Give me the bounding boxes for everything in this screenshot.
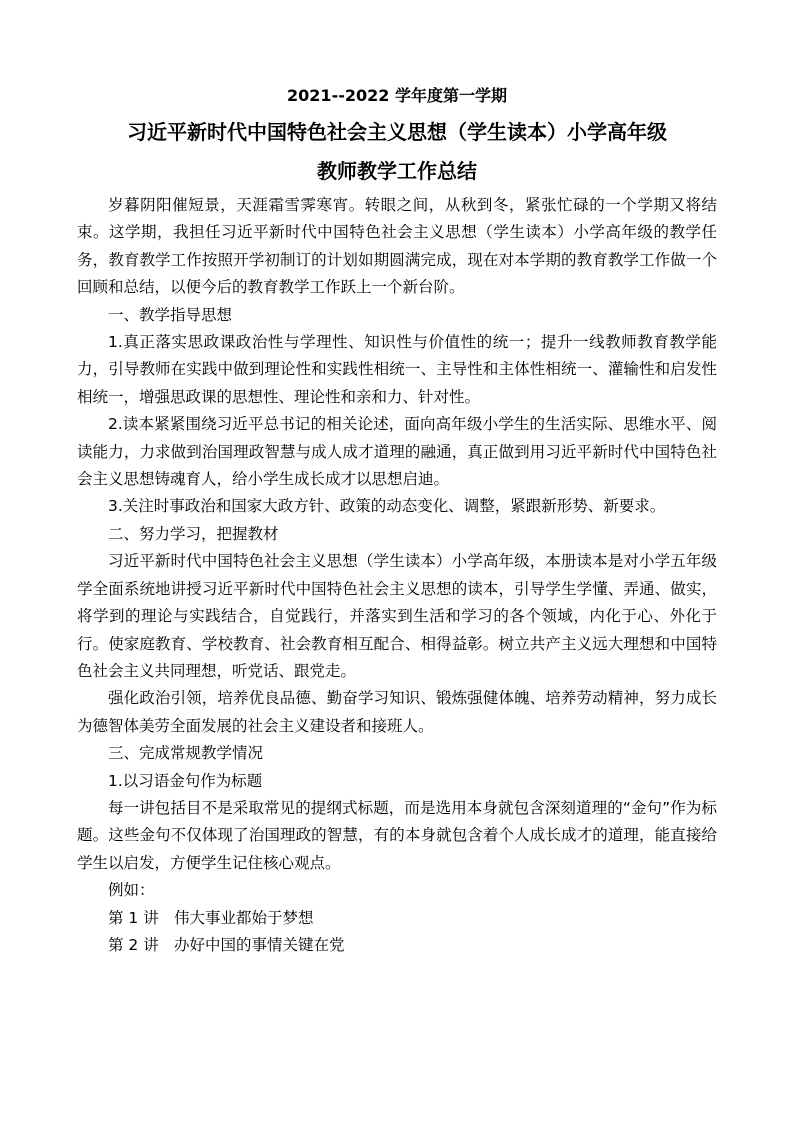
- semester-line: 2021--2022 学年度第一学期: [287, 86, 507, 105]
- document-title-line2: 教师教学工作总结: [317, 159, 477, 183]
- section2-heading: 二、努力学习，把握教材: [108, 524, 279, 543]
- section3-heading: 三、完成常规教学情况: [108, 744, 264, 763]
- lecture-title: 伟大事业都始于梦想: [174, 908, 314, 927]
- document-body: [77, 78, 717, 959]
- section2-paragraph-2: 强化政治引领，培养优良品德、勤奋学习知识、锻炼强健体魄、培养劳动精神，努力成长为德智体美劳全面发展的社会主义建设者和接班人。: [77, 689, 717, 735]
- section3-paragraph: 每一讲包括目不是采取常见的提纲式标题，而是选用本身就包含深刻道理的“金句”作为标题。这些金句不仅体现了治国理政的智慧，有的本身就包含着个人成长成才的道理，能直接给学生以启发，方便学生记住核心观点。: [77, 798, 717, 872]
- document-title-line1: 习近平新时代中国特色社会主义思想（学生读本）小学高年级: [127, 120, 667, 144]
- section2-paragraph-1: 习近平新时代中国特色社会主义思想（学生读本）小学高年级，本册读本是对小学五年级学全面系统地讲授习近平新时代中国特色社会主义思想的读本，引导学生学懂、弄通、做实，将学到的理论与实践结合，自觉践行，并落实到生活和学习的各个领域，内化于心、外化于行。使家庭教育、学校教育、社会教育相互配合、相得益彰。树立共产主义远大理想和中国特色社会主义共同理想，听党话、跟党走。: [77, 552, 717, 680]
- example-lecture-2: [77, 932, 717, 959]
- lecture-number: 第 1 讲: [108, 908, 159, 927]
- section1-heading: 一、教学指导思想: [108, 305, 233, 324]
- lecture-number: 第 2 讲: [108, 935, 159, 954]
- section3-subheading: 1.以习语金句作为标题: [108, 771, 263, 790]
- example-lecture-1: [77, 905, 717, 932]
- intro-paragraph: 岁暮阴阳催短景，天涯霜雪霁寒宵。转眼之间，从秋到冬，紧张忙碌的一个学期又将结束。这学期，我担任习近平新时代中国特色社会主义思想（学生读本）小学高年级的教学任务，教育教学工作按照开学初制订的计划如期圆满完成，现在对本学期的教育教学工作做一个回顾和总结，以便今后的教育教学工作跃上一个新台阶。: [77, 196, 717, 297]
- section1-item-1: 1.真正落实思政课政治性与学理性、知识性与价值性的统一；提升一线教师教育教学能力，引导教师在实践中做到理论性和实践性相统一、主导性和主体性相统一、灌输性和启发性相统一，增强思政课的思想性、理论性和亲和力、针对性。: [77, 333, 717, 406]
- section1-item-3: 3.关注时事政治和国家大政方针、政策的动态变化、调整，紧跟新形势、新要求。: [108, 497, 666, 516]
- lecture-title: 办好中国的事情关键在党: [174, 935, 345, 954]
- section1-item-2: 2.读本紧紧围绕习近平总书记的相关论述，面向高年级小学生的生活实际、思维水平、阅读能力，力求做到治国理政智慧与成人成才道理的融通，真正做到用习近平新时代中国特色社会主义思想铸魂育人，给小学生成长成才以思想启迪。: [77, 415, 717, 489]
- example-label: 例如：: [108, 881, 155, 900]
